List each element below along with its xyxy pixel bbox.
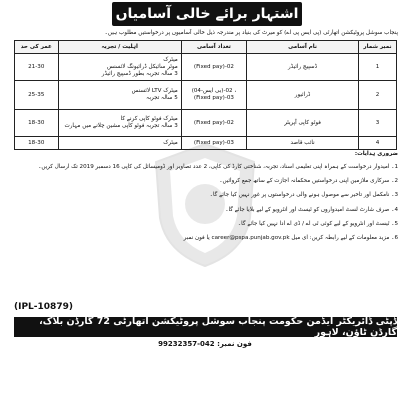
header-count: تعداد آسامی: [181, 41, 246, 54]
cell-age: 18-30: [15, 110, 59, 137]
vacancies-table: [14, 40, 397, 150]
cell-qualification: میٹرک LTV لائسنس 5 سالہ تجربہ: [58, 81, 181, 110]
cell-serial: 1: [358, 54, 396, 81]
cell-serial: 4: [358, 137, 396, 150]
cell-qualification: میٹرک موٹر سائیکل ڈرائیونگ لائسنس 3 سالہ تجربہ بطور ڈسپیچ رائیڈر: [58, 54, 181, 81]
header-age: عمر کی حد: [15, 41, 59, 54]
table-row: [15, 110, 397, 137]
instruction-item: 6۔ مزید معلومات کے لیے رابطہ کریں: ای میل career@pspa.punjab.gov.pk یا فون نمبر: [183, 235, 398, 242]
footer-address: ڈپٹی ڈائریکٹر ایڈمن حکومت پنجاب سوشل پروٹیکشن اتھارٹی 72 گارڈن بلاک، گارڈن ٹاؤن، لاہور: [39, 316, 397, 338]
footer-address-bar: [14, 317, 397, 337]
instructions-title: ضروری ہدایات:: [354, 151, 398, 157]
cell-post: فوٹو کاپی آپریٹر: [247, 110, 359, 137]
table-row: [15, 81, 397, 110]
cell-serial: 3: [358, 110, 396, 137]
table-row: [15, 54, 397, 81]
instruction-item: 3۔ نامکمل اور تاخیر سے موصول ہونے والی درخواستوں پر غور نہیں کیا جائے گا۔: [209, 192, 398, 199]
instruction-item: 1۔ امیدوار درخواست کے ہمراہ اپنی تعلیمی اسناد، تجربہ، شناختی کارڈ کی کاپی، 2 عدد تصاویر اور ڈومیسائل کی کاپی 16 دسمبر 2019 تک ارسال کریں۔: [38, 164, 398, 170]
table-header-row: [15, 41, 397, 54]
cell-qualification: میٹرک: [58, 137, 181, 150]
cell-serial: 2: [358, 81, 396, 110]
cell-count: (Fixed pay)-02: [181, 110, 246, 137]
cell-count: (بی ایس-04)-02 ، (Fixed pay)-03: [181, 81, 246, 110]
ad-title-banner: [112, 2, 302, 26]
cell-count: (Fixed pay)-02: [181, 54, 246, 81]
cell-qualification: میٹرک فوٹو کاپی کرنے کا 3 سالہ تجربہ فوٹو کاپی مشین چلانے میں مہارت: [58, 110, 181, 137]
cell-age: 18-30: [15, 137, 59, 150]
instructions-section: [14, 150, 398, 245]
footer-phone: فون نمبر: 042-99232357: [158, 340, 252, 348]
header-post: نام آسامی: [247, 41, 359, 54]
instruction-item: 2۔ سرکاری ملازمین اپنی درخواستیں محکمانہ اجازت کے ساتھ جمع کروائیں۔: [219, 178, 398, 185]
cell-post: نائب قاصد: [247, 137, 359, 150]
intro-text: پنجاب سوشل پروٹیکشن اتھارٹی (پی ایس پی اے) کو میرٹ کی بنیاد پر مندرجہ ذیل خالی آسامیوں پر درخواستیں مطلوب ہیں۔: [104, 30, 398, 36]
cell-age: 25-35: [15, 81, 59, 110]
ad-title: اشتہار برائے خالی آسامیاں: [115, 6, 299, 22]
ipl-number: (IPL-10879): [14, 302, 73, 312]
header-qualification: اہلیت / تجربہ: [58, 41, 181, 54]
cell-post: ڈسپیچ رائیڈر: [247, 54, 359, 81]
cell-age: 21-30: [15, 54, 59, 81]
instruction-item: 5۔ ٹیسٹ اور انٹرویو کے لیے کوئی ٹی اے / ڈی اے ادا نہیں کیا جائے گا۔: [237, 220, 398, 227]
cell-post: ڈرائیور: [247, 81, 359, 110]
instruction-item: 4۔ صرف شارٹ لسٹ امیدواروں کو ٹیسٹ اور انٹرویو کے لیے بلایا جائے گا۔: [225, 206, 398, 213]
header-serial: نمبر شمار: [358, 41, 396, 54]
cell-count: (Fixed pay)-03: [181, 137, 246, 150]
